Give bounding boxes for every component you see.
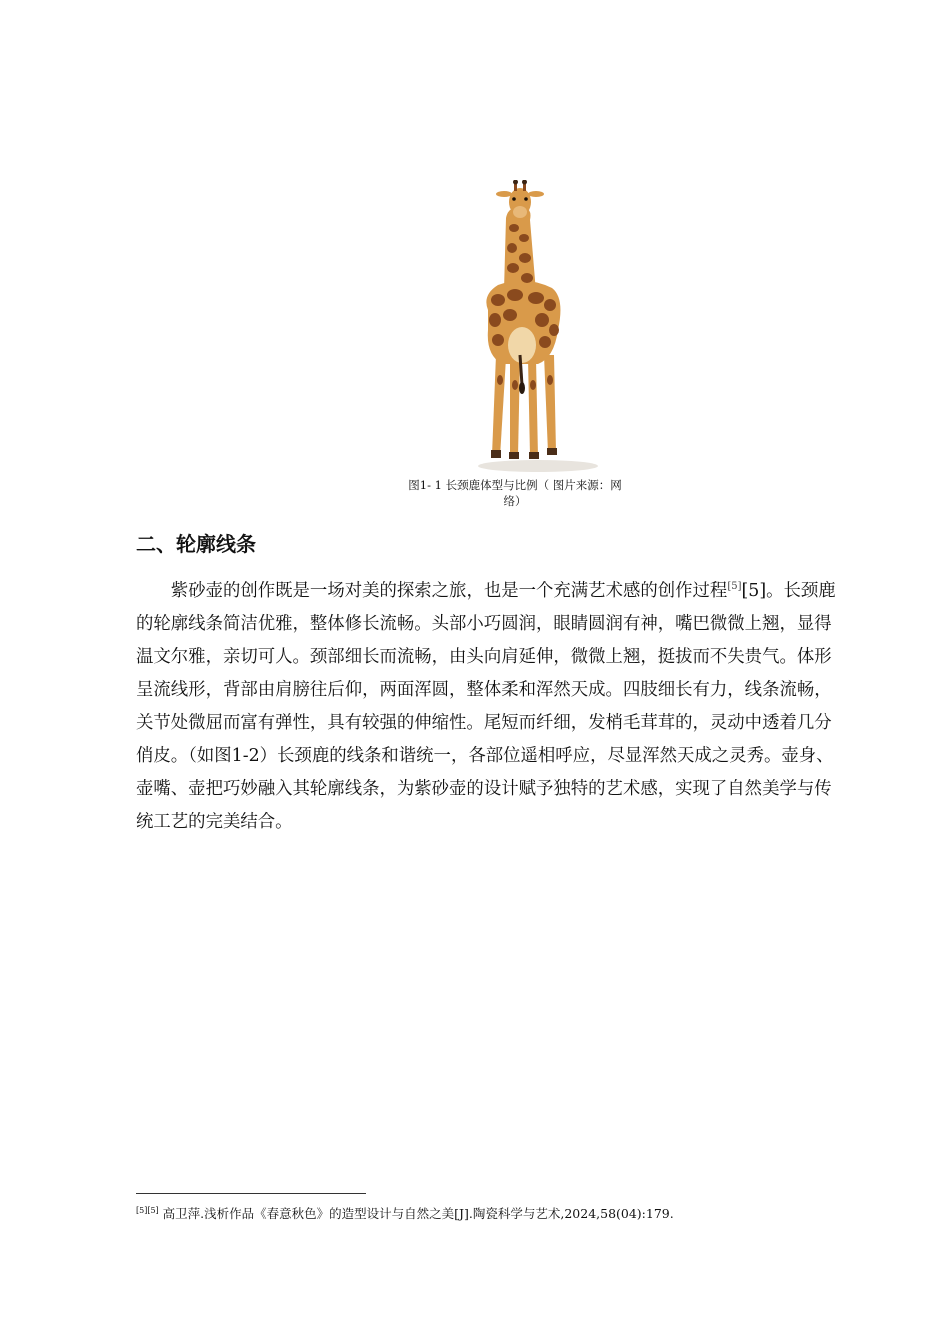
giraffe-illustration-icon bbox=[470, 180, 630, 475]
citation-mark: [5] bbox=[727, 581, 742, 593]
section-heading: 二、轮廓线条 bbox=[136, 532, 256, 556]
figure-caption: 图1- 1 长颈鹿体型与比例（ 图片来源：网络） bbox=[408, 478, 622, 508]
footnote-mark: [5][5] bbox=[136, 1205, 159, 1215]
paragraph-text-rest: [5]。长颈鹿的轮廓线条简洁优雅，整体修长流畅。头部小巧圆润，眼睛圆润有神，嘴巴微微上翘，显得温文尔雅，亲切可人。颈部细长而流畅，由头向肩延伸，微微上翘，挺拔而不失贵气。体形呈流线形，背部由肩膀往后仰，两面浑圆，整体柔和浑然天成。四肢细长有力，线条流畅，关节处微屈而富有弹性，具有较强的伸缩性。尾短而纤细，发梢毛茸茸的，灵动中透着几分俏皮。（如图1-2）长颈鹿的线条和谐统一，各部位遥相呼应，尽显浑然天成之灵秀。壶身、壶嘴、壶把巧妙融入其轮廓线条，为紫砂壶的设计赋予独特的艺术感，实现了自然美学与传统工艺的完美结合。 bbox=[136, 581, 836, 832]
footnote-divider bbox=[136, 1193, 366, 1194]
body-paragraph bbox=[136, 575, 841, 839]
footnote bbox=[136, 1205, 836, 1223]
giraffe-figure bbox=[470, 180, 630, 475]
paragraph-text-start: 紫砂壶的创作既是一场对美的探索之旅，也是一个充满艺术感的创作过程 bbox=[170, 581, 728, 601]
footnote-text: 高卫萍.浅析作品《春意秋色》的造型设计与自然之美[J].陶瓷科学与艺术,2024,58(04):179. bbox=[158, 1206, 674, 1221]
